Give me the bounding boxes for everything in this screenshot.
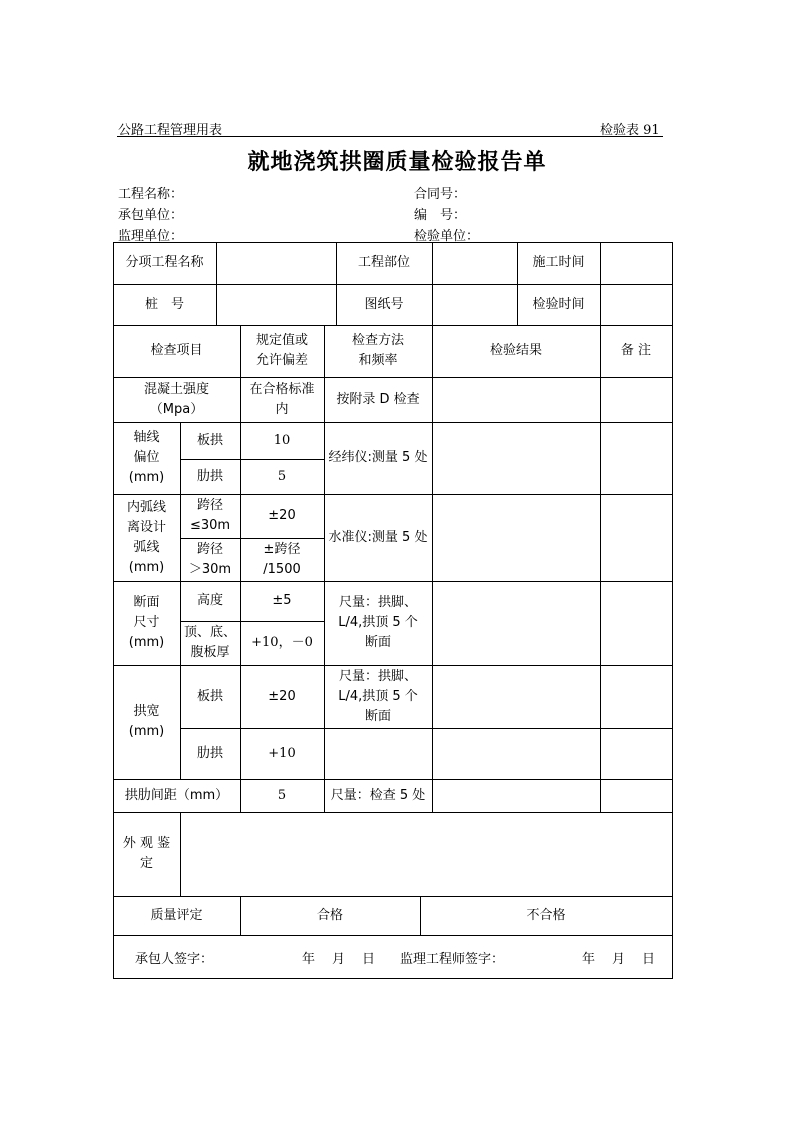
part-value[interactable] bbox=[432, 242, 517, 284]
width-rib-arch-method[interactable] bbox=[324, 728, 432, 779]
axis-deviation-label: 轴线 偏位 (mm) bbox=[128, 430, 165, 485]
width-slab-arch-method: 尺量：拱脚、 L/4,拱顶 5 个 断面 bbox=[338, 668, 418, 724]
page-title: 就地浇筑拱圈质量检验报告单 bbox=[247, 149, 547, 175]
section-height-label: 高度 bbox=[196, 593, 223, 608]
axis-rib-arch-spec: 5 bbox=[277, 468, 287, 484]
contract-no-label: 合同号： bbox=[414, 187, 467, 202]
arc-span-large-label: 跨径 ＞30m bbox=[188, 541, 232, 577]
width-slab-arch-label: 板拱 bbox=[196, 688, 223, 704]
inner-arc-label: 内弧线 离设计 弧线 (mm) bbox=[126, 499, 166, 575]
width-rib-arch-spec: +10 bbox=[268, 745, 296, 761]
arc-span-small-spec: ±20 bbox=[268, 508, 296, 523]
section-size-label: 断面 尺寸 (mm) bbox=[128, 595, 165, 650]
station-label: 桩 号 bbox=[144, 296, 184, 312]
inner-arc-result[interactable] bbox=[432, 494, 600, 581]
sub-project-value[interactable] bbox=[216, 242, 336, 284]
form-category: 公路工程管理用表 bbox=[118, 123, 223, 138]
contractor-signature-date: 年 月 日 bbox=[302, 952, 378, 967]
section-height-spec: ±5 bbox=[272, 593, 292, 608]
form-number: 检验表 91 bbox=[600, 123, 660, 138]
appearance-value[interactable] bbox=[180, 812, 672, 896]
width-rib-arch-result[interactable] bbox=[432, 728, 600, 779]
serial-no-label: 编 号： bbox=[414, 208, 467, 223]
drawing-no-value[interactable] bbox=[432, 284, 517, 325]
axis-deviation-method: 经纬仪:测量 5 处 bbox=[328, 450, 428, 465]
rib-spacing-label: 拱肋间距（mm） bbox=[124, 787, 229, 803]
rib-spacing-result[interactable] bbox=[432, 779, 600, 812]
concrete-strength-spec: 在合格标准 内 bbox=[249, 381, 315, 417]
arch-width-label: 拱宽 (mm) bbox=[128, 704, 165, 739]
quality-pass[interactable]: 合格 bbox=[316, 907, 343, 923]
appearance-label: 外 观 鉴 定 bbox=[122, 836, 171, 871]
part-label: 工程部位 bbox=[357, 255, 410, 270]
axis-deviation-result[interactable] bbox=[432, 422, 600, 494]
rib-spacing-method: 尺量：检查 5 处 bbox=[330, 787, 426, 803]
width-slab-arch-spec: ±20 bbox=[268, 688, 296, 704]
contractor-signature-label: 承包人签字： bbox=[135, 952, 214, 967]
axis-slab-arch-label: 板拱 bbox=[196, 432, 223, 448]
section-thickness-label: 顶、底、 腹板厚 bbox=[183, 625, 236, 660]
drawing-no-label: 图纸号 bbox=[364, 296, 404, 312]
section-size-method: 尺量：拱脚、 L/4,拱顶 5 个 断面 bbox=[338, 595, 418, 650]
axis-slab-arch-spec: 10 bbox=[273, 432, 291, 448]
arc-span-large-spec: ±跨径 /1500 bbox=[263, 541, 301, 577]
engineer-signature-label: 监理工程师签字： bbox=[400, 952, 505, 967]
axis-rib-arch-label: 肋拱 bbox=[196, 468, 223, 484]
col-item-header: 检查项目 bbox=[150, 343, 203, 358]
col-spec-header: 规定值或 允许偏差 bbox=[255, 333, 308, 368]
concrete-strength-result[interactable] bbox=[432, 377, 600, 422]
station-value[interactable] bbox=[216, 284, 336, 325]
project-name-label: 工程名称： bbox=[118, 187, 184, 202]
concrete-strength-method: 按附录 D 检查 bbox=[336, 391, 420, 407]
inspect-time-value[interactable] bbox=[600, 284, 672, 325]
build-time-label: 施工时间 bbox=[532, 255, 585, 270]
build-time-value[interactable] bbox=[600, 242, 672, 284]
width-rib-arch-label: 肋拱 bbox=[196, 745, 223, 761]
engineer-signature-date: 年 月 日 bbox=[582, 952, 658, 967]
supervisor-label: 监理单位： bbox=[118, 229, 184, 244]
rib-spacing-spec: 5 bbox=[277, 787, 287, 803]
col-result-header: 检验结果 bbox=[489, 343, 542, 358]
contractor-label: 承包单位： bbox=[118, 208, 184, 223]
width-slab-arch-result[interactable] bbox=[432, 665, 600, 728]
section-size-result[interactable] bbox=[432, 581, 600, 665]
arc-span-small-label: 跨径 ≤30m bbox=[189, 498, 231, 533]
col-method-header: 检查方法 和频率 bbox=[351, 333, 404, 368]
inspect-time-label: 检验时间 bbox=[532, 296, 585, 312]
section-thickness-spec: +10，－0 bbox=[251, 635, 313, 650]
sub-project-label: 分项工程名称 bbox=[125, 255, 204, 270]
inspector-label: 检验单位： bbox=[414, 229, 480, 244]
quality-label: 质量评定 bbox=[150, 907, 203, 923]
quality-fail[interactable]: 不合格 bbox=[526, 907, 566, 923]
col-note-header: 备 注 bbox=[620, 343, 652, 358]
concrete-strength-label: 混凝土强度 （Mpa） bbox=[143, 381, 209, 417]
inner-arc-method: 水准仪:测量 5 处 bbox=[328, 529, 428, 545]
